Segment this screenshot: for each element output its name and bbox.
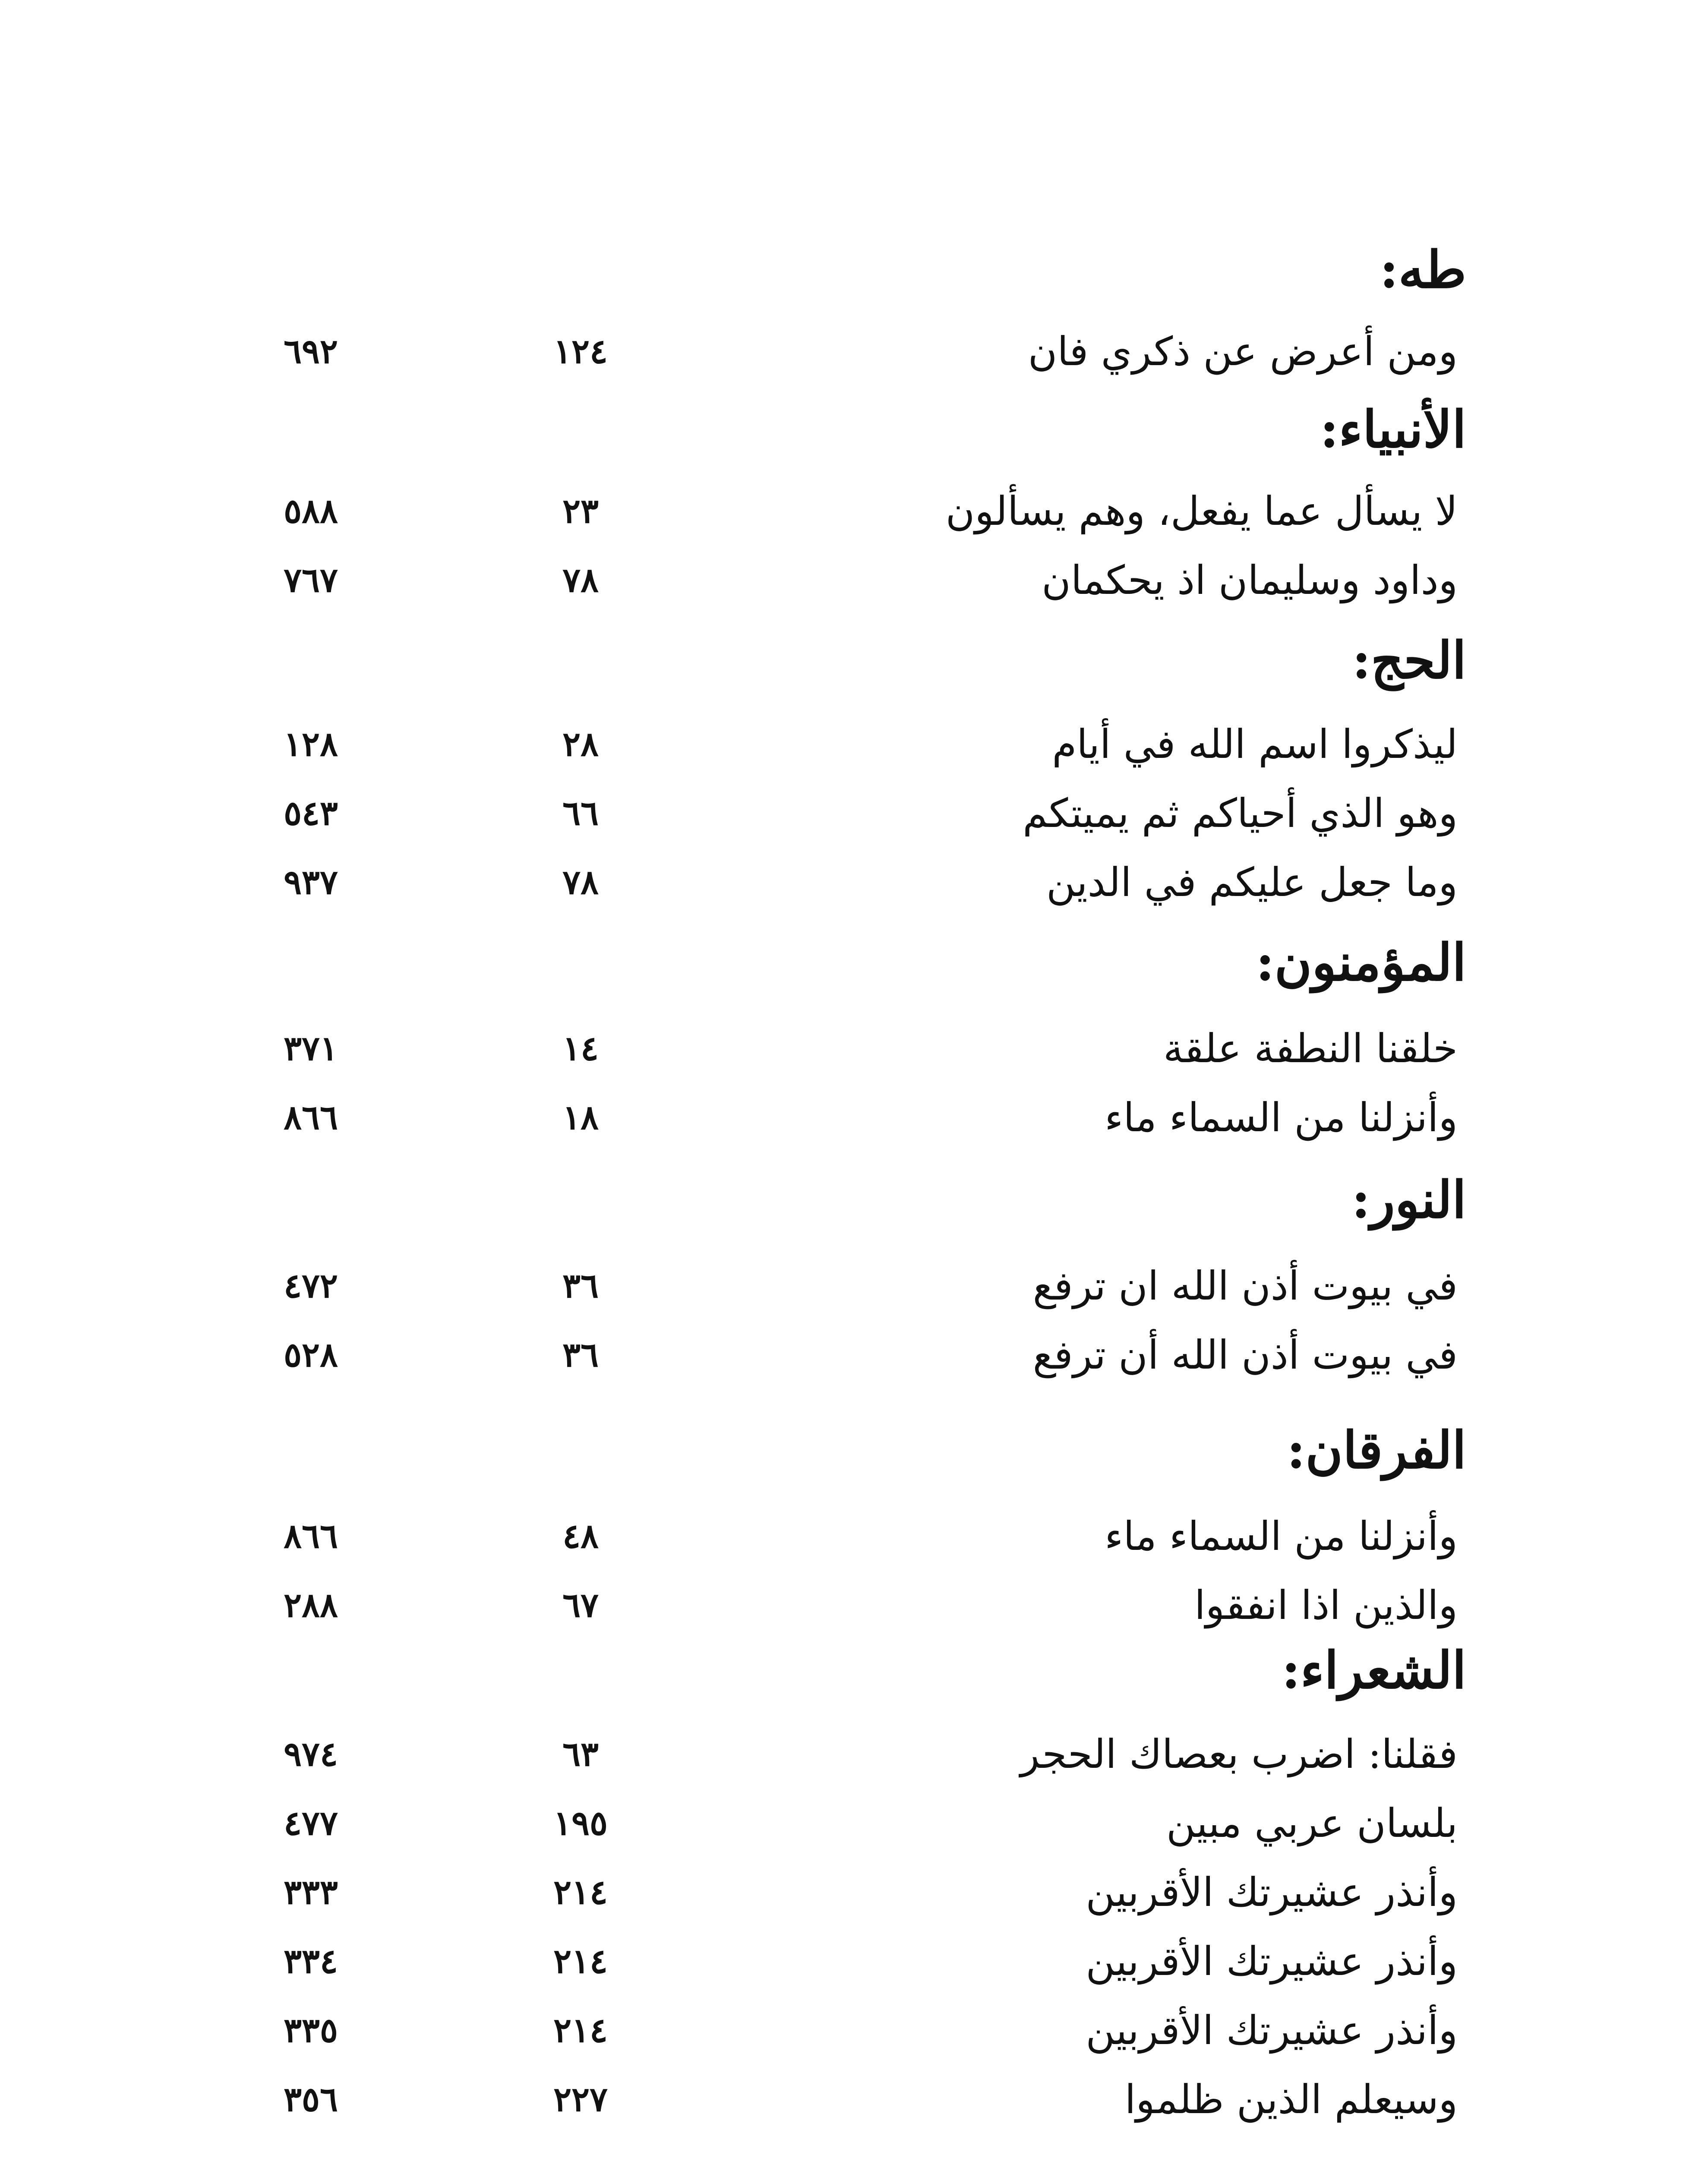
- page-reference: ٤٧٧: [284, 1804, 338, 1843]
- page-reference: ٩٧٤: [284, 1735, 338, 1774]
- index-entry: [0, 481, 1708, 542]
- ayah-number: ٢١٤: [553, 1942, 608, 1981]
- verse-text: وهو الذي أحياكم ثم يميتكم: [1023, 790, 1458, 836]
- verse-text: والذين اذا انفقوا: [1194, 1582, 1458, 1628]
- page-reference: ٨٦٦: [284, 1098, 338, 1137]
- index-entry: [0, 1931, 1708, 1992]
- index-entry: [0, 783, 1708, 844]
- page-reference: ٥٨٨: [284, 492, 338, 531]
- verse-text: بلسان عربي مبين: [1166, 1800, 1458, 1846]
- verse-text: وسيعلم الذين ظلموا: [1124, 2076, 1458, 2123]
- index-entry: [0, 2070, 1708, 2130]
- index-entry: [0, 714, 1708, 775]
- verse-text: خلقنا النطفة علقة: [1163, 1025, 1458, 1072]
- page-reference: ٧٦٧: [284, 561, 338, 600]
- page-reference: ٣٥٦: [284, 2080, 338, 2119]
- index-entry: [0, 2000, 1708, 2061]
- ayah-number: ٣٦: [562, 1266, 599, 1306]
- ayah-number: ٦٣: [562, 1735, 599, 1774]
- verse-text: فقلنا: اضرب بعصاك الحجر: [1020, 1731, 1458, 1777]
- index-entry: [0, 1575, 1708, 1636]
- index-entry: [0, 1793, 1708, 1854]
- verse-text: ليذكروا اسم الله في أيام: [1052, 721, 1458, 767]
- surah-heading: الأنبياء:: [1320, 399, 1466, 459]
- ayah-number: ٢٢٧: [553, 2080, 608, 2119]
- ayah-number: ١٩٥: [553, 1804, 608, 1843]
- index-entry: [0, 1019, 1708, 1079]
- surah-heading: النور:: [1351, 1170, 1466, 1230]
- page-reference: ٣٣٤: [284, 1942, 338, 1981]
- ayah-number: ٢١٤: [553, 2011, 608, 2050]
- index-entry: [0, 1506, 1708, 1567]
- verse-text: وأنذر عشيرتك الأقربين: [1086, 1938, 1458, 1984]
- verse-text: وأنذر عشيرتك الأقربين: [1086, 2007, 1458, 2054]
- ayah-number: ٧٨: [562, 561, 599, 600]
- ayah-number: ٣٦: [562, 1335, 599, 1375]
- index-entry: [0, 322, 1708, 382]
- section-heading-nur: [0, 1170, 1708, 1230]
- index-entry: [0, 1256, 1708, 1316]
- ayah-number: ٧٨: [562, 863, 599, 902]
- page-reference: ٣٣٥: [284, 2011, 338, 2050]
- page-reference: ٥٢٨: [284, 1335, 338, 1375]
- verse-text: وأنذر عشيرتك الأقربين: [1086, 1869, 1458, 1915]
- index-entry: [0, 1724, 1708, 1785]
- section-heading-anbiya: [0, 399, 1708, 460]
- ayah-number: ١٢٤: [553, 332, 608, 371]
- verse-text: لا يسأل عما يفعل، وهم يسألون: [945, 488, 1458, 534]
- surah-heading: الحج:: [1352, 630, 1466, 690]
- index-entry: [0, 1325, 1708, 1385]
- index-entry: [0, 1862, 1708, 1923]
- index-entry: [0, 852, 1708, 913]
- verse-text: في بيوت أذن الله ان ترفع: [1032, 1263, 1458, 1309]
- verse-text: وأنزلنا من السماء ماء: [1105, 1513, 1458, 1559]
- page-reference: ٣٧١: [284, 1029, 338, 1068]
- verse-text: وما جعل عليكم في الدين: [1046, 859, 1458, 905]
- verse-text: وداود وسليمان اذ يحكمان: [1042, 557, 1458, 603]
- page-reference: ١٢٨: [284, 725, 338, 764]
- surah-heading: الشعراء:: [1282, 1640, 1466, 1700]
- section-heading-hajj: [0, 630, 1708, 691]
- surah-heading: طه:: [1380, 240, 1466, 300]
- page-reference: ٦٩٢: [284, 332, 338, 371]
- ayah-number: ١٤: [562, 1029, 599, 1068]
- ayah-number: ٢٨: [562, 725, 599, 764]
- verse-text: وأنزلنا من السماء ماء: [1105, 1095, 1458, 1141]
- ayah-number: ٢٣: [562, 492, 599, 531]
- section-heading-muminun: [0, 932, 1708, 993]
- surah-heading: الفرقان:: [1286, 1420, 1466, 1480]
- index-entry: [0, 550, 1708, 611]
- ayah-number: ٦٧: [562, 1586, 599, 1625]
- surah-heading: المؤمنون:: [1256, 932, 1466, 992]
- ayah-number: ٢١٤: [553, 1873, 608, 1912]
- page-reference: ٩٣٧: [284, 863, 338, 902]
- verse-text: في بيوت أذن الله أن ترفع: [1032, 1332, 1458, 1378]
- verse-text: ومن أعرض عن ذكري فان: [1028, 328, 1458, 375]
- section-heading-shuara: [0, 1640, 1708, 1701]
- page-reference: ٤٧٢: [284, 1266, 338, 1306]
- page-reference: ٢٨٨: [284, 1586, 338, 1625]
- section-heading-taha: [0, 240, 1708, 300]
- page-reference: ٣٣٣: [284, 1873, 338, 1912]
- section-heading-furqan: [0, 1420, 1708, 1480]
- ayah-number: ٤٨: [562, 1517, 599, 1556]
- page-reference: ٥٤٣: [284, 794, 338, 833]
- index-entry: [0, 1088, 1708, 1148]
- ayah-number: ١٨: [562, 1098, 599, 1137]
- ayah-number: ٦٦: [562, 794, 599, 833]
- page-reference: ٨٦٦: [284, 1517, 338, 1556]
